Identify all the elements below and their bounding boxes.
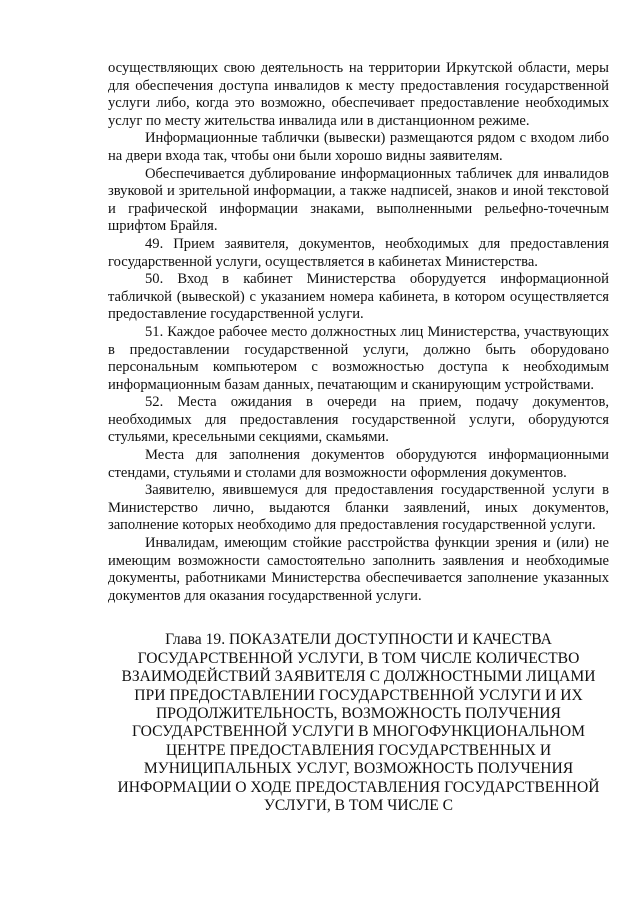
paragraph-49: 49. Прием заявителя, документов, необходимых для предоставления государственной услуги, осуществляется в кабинетах Министерства. (108, 235, 609, 270)
paragraph-50: 50. Вход в кабинет Министерства оборудуется информационной табличкой (вывеской) с указанием номера кабинета, в котором осуществляется предоставление государственной услуги. (108, 271, 609, 323)
paragraph-blank-forms: Заявителю, явившемуся для предоставления государственной услуги в Министерство лично, выдаются бланки заявлений, иных документов, заполнение которых необходимо для предоставления государственной услуги. (108, 482, 609, 534)
paragraph-info-signs: Информационные таблички (вывески) размещаются рядом с входом либо на двери входа так, чтобы они были хорошо видны заявителям. (108, 130, 609, 164)
paragraph-continuation: осуществляющих свою деятельность на территории Иркутской области, меры для обеспечения доступа инвалидов к месту предоставления государственной услуги либо, когда это возможно, обеспечивает предоставление необходимых услуг по месту жительства инвалида или в дистанционном режиме. (108, 60, 609, 129)
paragraph-disabled-assistance: Инвалидам, имеющим стойкие расстройства функции зрения и (или) не имеющим возможности самостоятельно заполнить заявления и необходимые документы, работниками Министерства обеспечивается заполнение указанных документов для оказания государственной услуги. (108, 535, 609, 604)
paragraph-51: 51. Каждое рабочее место должностных лиц Министерства, участвующих в предоставлении государственной услуги, должно быть оборудовано персональным компьютером с возможностью доступа к необходимым информационным базам данных, печатающим и сканирующим устройствами. (108, 323, 609, 393)
paragraph-filling-places: Места для заполнения документов оборудуются информационными стендами, стульями и столами для возможности оформления документов. (108, 447, 609, 481)
document-page (108, 60, 609, 815)
paragraph-braille-duplication: Обеспечивается дублирование информационных табличек для инвалидов звуковой и зрительной информации, а также надписей, знаков и иной текстовой и графической информации знаками, выполненными рельефно-точечным шрифтом Брайля. (108, 165, 609, 235)
chapter-heading: Глава 19. ПОКАЗАТЕЛИ ДОСТУПНОСТИ И КАЧЕСТВА ГОСУДАРСТВЕННОЙ УСЛУГИ, В ТОМ ЧИСЛЕ КОЛИЧЕСТВО ВЗАИМОДЕЙСТВИЙ ЗАЯВИТЕЛЯ С ДОЛЖНОСТНЫМИ ЛИЦАМИ ПРИ ПРЕДОСТАВЛЕНИИ ГОСУДАРСТВЕННОЙ УСЛУГИ И ИХ ПРОДОЛЖИТЕЛЬНОСТЬ, ВОЗМОЖНОСТЬ ПОЛУЧЕНИЯ ГОСУДАРСТВЕННОЙ УСЛУГИ В МНОГОФУНКЦИОНАЛЬНОМ ЦЕНТРЕ ПРЕДОСТАВЛЕНИЯ ГОСУДАРСТВЕННЫХ И МУНИЦИПАЛЬНЫХ УСЛУГ, ВОЗМОЖНОСТЬ ПОЛУЧЕНИЯ ИНФОРМАЦИИ О ХОДЕ ПРЕДОСТАВЛЕНИЯ ГОСУДАРСТВЕННОЙ УСЛУГИ, В ТОМ ЧИСЛЕ С (117, 631, 600, 815)
paragraph-52: 52. Места ожидания в очереди на прием, подачу документов, необходимых для предоставления государственной услуги, оборудуются стульями, кресельными секциями, скамьями. (108, 394, 609, 446)
